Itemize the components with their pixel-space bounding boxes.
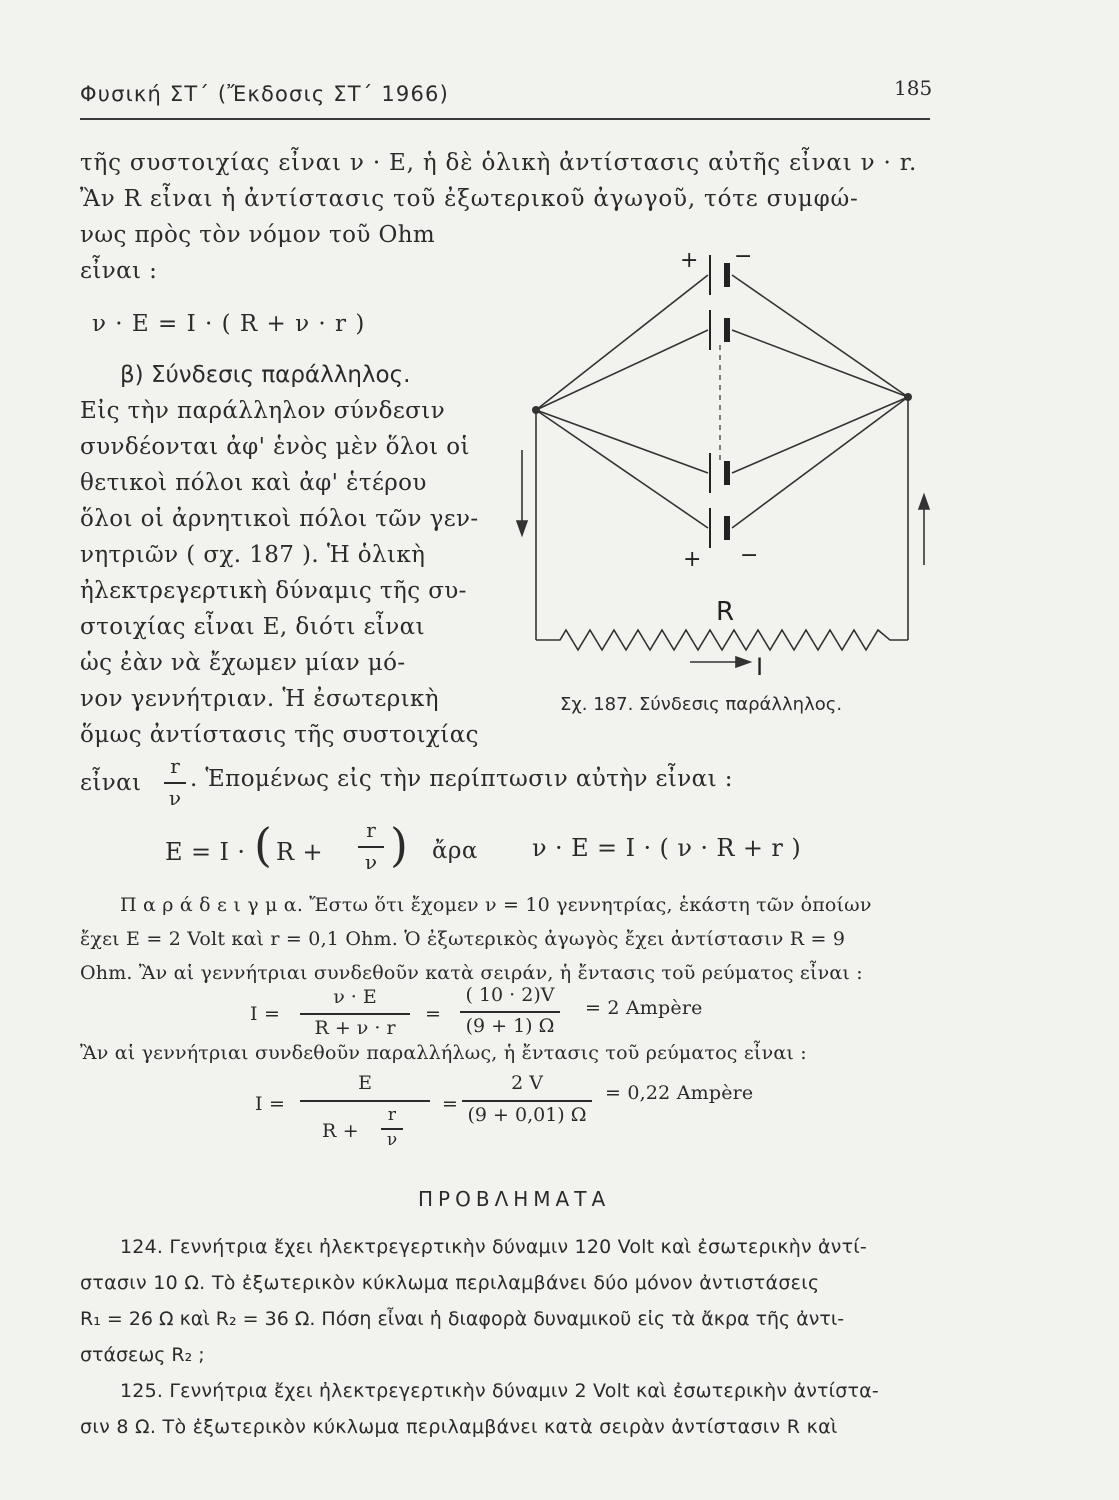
text-line: συνδέονται ἀφ' ἑνὸς μὲν ὅλοι οἱ xyxy=(80,434,470,460)
text-line: νως πρὸς τὸν νόμον τοῦ Ohm xyxy=(80,222,436,248)
formula-result: = 2 Ampère xyxy=(585,997,703,1019)
fraction-numerator: r xyxy=(387,1105,397,1125)
fraction-numerator: 2 V xyxy=(511,1072,543,1094)
wire xyxy=(536,410,708,473)
text-line: . Ἑπομένως εἰς τὴν περίπτωσιν αὐτὴν εἶναι : xyxy=(190,766,733,792)
fraction-bar xyxy=(462,1100,592,1102)
wire xyxy=(732,330,908,397)
cell-2 xyxy=(710,310,730,350)
text-line: Π α ρ ά δ ε ι γ μ α. Ἔστω ὅτι ἔχομεν ν = 10 γεννητρίας, ἑκάστη τῶν ὁποίων xyxy=(120,894,872,916)
fraction-denominator: ν xyxy=(386,1130,398,1150)
equation-right: ν · Ε = Ι · ( ν · R + r ) xyxy=(532,834,802,862)
problems-heading: ΠΡΟΒΛΗΜΑΤΑ xyxy=(418,1187,611,1211)
plus-label-bottom: + xyxy=(683,547,702,572)
formula-equals: = xyxy=(442,1093,459,1115)
wire xyxy=(732,275,908,397)
problem-line: R₁ = 26 Ω καὶ R₂ = 36 Ω. Πόση εἶναι ἡ διαφορὰ δυναμικοῦ εἰς τὰ ἄκρα τῆς ἀντι- xyxy=(80,1308,845,1330)
fraction-numerator: r xyxy=(366,818,376,842)
text-line: ὅλοι οἱ ἀρνητικοὶ πόλοι τῶν γεν- xyxy=(80,506,479,532)
formula-result: = 0,22 Ampère xyxy=(605,1082,754,1104)
fraction-denominator: (9 + 1) Ω xyxy=(465,1015,555,1037)
minus-label-bottom: − xyxy=(740,543,759,568)
text-line: ὡς ἐὰν νὰ ἔχωμεν μίαν μό- xyxy=(80,650,406,676)
text-line: τῆς συστοιχίας εἶναι ν · Ε, ἡ δὲ ὁλικὴ ἀντίστασις αὐτῆς εἶναι ν · r. xyxy=(80,150,918,176)
fraction-numerator: E xyxy=(358,1072,372,1094)
resistor-symbol xyxy=(536,630,908,650)
formula-equals: = xyxy=(425,1003,442,1025)
right-node xyxy=(904,393,912,401)
resistor-label: R xyxy=(716,597,735,627)
problem-line: σιν 8 Ω. Τὸ ἐξωτερικὸν κύκλωμα περιλαμβάνει κατὰ σειρὰν ἀντίστασιν R καὶ xyxy=(80,1416,838,1438)
fraction-numerator: ( 10 · 2)V xyxy=(465,984,555,1006)
subheading-parallel: β) Σύνδεσις παράλληλος. xyxy=(120,362,411,388)
fraction-denominator: ν xyxy=(364,850,378,874)
formula-I: I = xyxy=(250,1003,281,1025)
formula-I: I = xyxy=(255,1093,286,1115)
fraction-denominator: R + ν · r xyxy=(314,1017,396,1039)
fraction-bar xyxy=(164,782,186,784)
text-line: θετικοὶ πόλοι καὶ ἀφ' ἑτέρου xyxy=(80,470,427,496)
parallel-circuit-diagram xyxy=(500,235,940,695)
fraction-denominator: (9 + 0,01) Ω xyxy=(467,1104,587,1126)
plus-label-top: + xyxy=(680,248,699,273)
problem-line: 125. Γεννήτρια ἔχει ἠλεκτρεγερτικὴν δύναμιν 2 Volt καὶ ἐσωτερικὴν ἀντίστα- xyxy=(120,1380,879,1402)
text-line: νητριῶν ( σχ. 187 ). Ἡ ὁλικὴ xyxy=(80,542,426,568)
header-rule xyxy=(80,118,930,120)
fraction-denominator: ν xyxy=(168,786,182,810)
problem-line: 124. Γεννήτρια ἔχει ἠλεκτρεγερτικὴν δύναμιν 120 Volt καὶ ἐσωτερικὴν ἀντί- xyxy=(120,1236,867,1258)
left-node xyxy=(532,406,540,414)
text-line: ἠλεκτρεγερτικὴ δύναμις τῆς συ- xyxy=(80,578,467,604)
text-line: Εἰς τὴν παράλληλον σύνδεσιν xyxy=(80,398,446,424)
problem-line: στάσεως R₂ ; xyxy=(80,1344,205,1366)
fraction-bar xyxy=(460,1011,560,1013)
current-label: I xyxy=(756,653,764,681)
minus-label-top: − xyxy=(734,244,753,269)
problem-line: στασιν 10 Ω. Τὸ ἐξωτερικὸν κύκλωμα περιλαμβάνει δύο μόνον ἀντιστάσεις xyxy=(80,1272,820,1294)
fraction-denominator: R + xyxy=(322,1120,359,1142)
cell-4 xyxy=(710,508,730,548)
arrow-head xyxy=(517,521,527,535)
paren-open: ( xyxy=(254,818,272,872)
fraction-numerator: ν · E xyxy=(333,986,377,1008)
text-line: Ἂν R εἶναι ἡ ἀντίστασις τοῦ ἐξωτερικοῦ ἀγωγοῦ, τότε συμφώ- xyxy=(80,186,859,212)
text-ara: ἄρα xyxy=(432,838,478,864)
text-line: νον γεννήτριαν. Ἡ ἐσωτερικὴ xyxy=(80,686,439,712)
running-header-title: Φυσική ΣΤ΄ (Ἔκδοσις ΣΤ΄ 1966) xyxy=(80,82,449,106)
fraction-numerator: r xyxy=(170,754,180,778)
text-line: Ohm. Ἂν αἱ γεννήτριαι συνδεθοῦν κατὰ σειράν, ἡ ἔντασις τοῦ ρεύματος εἶναι : xyxy=(80,962,863,984)
text-line: Ἂν αἱ γεννήτριαι συνδεθοῦν παραλλήλως, ἡ ἔντασις τοῦ ρεύματος εἶναι : xyxy=(80,1042,807,1064)
text-line: εἶναι : xyxy=(80,258,158,284)
fraction-bar xyxy=(358,846,384,848)
equation-series: ν · Ε = Ι · ( R + ν · r ) xyxy=(92,311,366,337)
text-einai: εἶναι xyxy=(80,770,142,796)
text-line: στοιχίας εἶναι Ε, διότι εἶναι xyxy=(80,614,425,640)
page-number: 185 xyxy=(894,76,933,100)
wire xyxy=(536,410,708,528)
text-line: ἔχει Ε = 2 Volt καὶ r = 0,1 Ohm. Ὁ ἐξωτερικὸς ἀγωγὸς ἔχει ἀντίστασιν R = 9 xyxy=(80,928,846,950)
arrow-head xyxy=(919,495,929,509)
text-line: ὅμως ἀντίστασις τῆς συστοιχίας xyxy=(80,722,479,748)
equation-left: Ε = Ι · xyxy=(165,838,246,866)
figure-caption: Σχ. 187. Σύνδεσις παράλληλος. xyxy=(560,694,843,715)
fraction-bar xyxy=(300,1100,430,1102)
fraction-bar xyxy=(300,1013,410,1015)
paren-close: ) xyxy=(390,818,408,872)
wire xyxy=(732,397,908,528)
cell-1 xyxy=(710,255,730,295)
equation-R-plus: R + xyxy=(276,838,324,866)
arrow-head xyxy=(736,657,750,667)
